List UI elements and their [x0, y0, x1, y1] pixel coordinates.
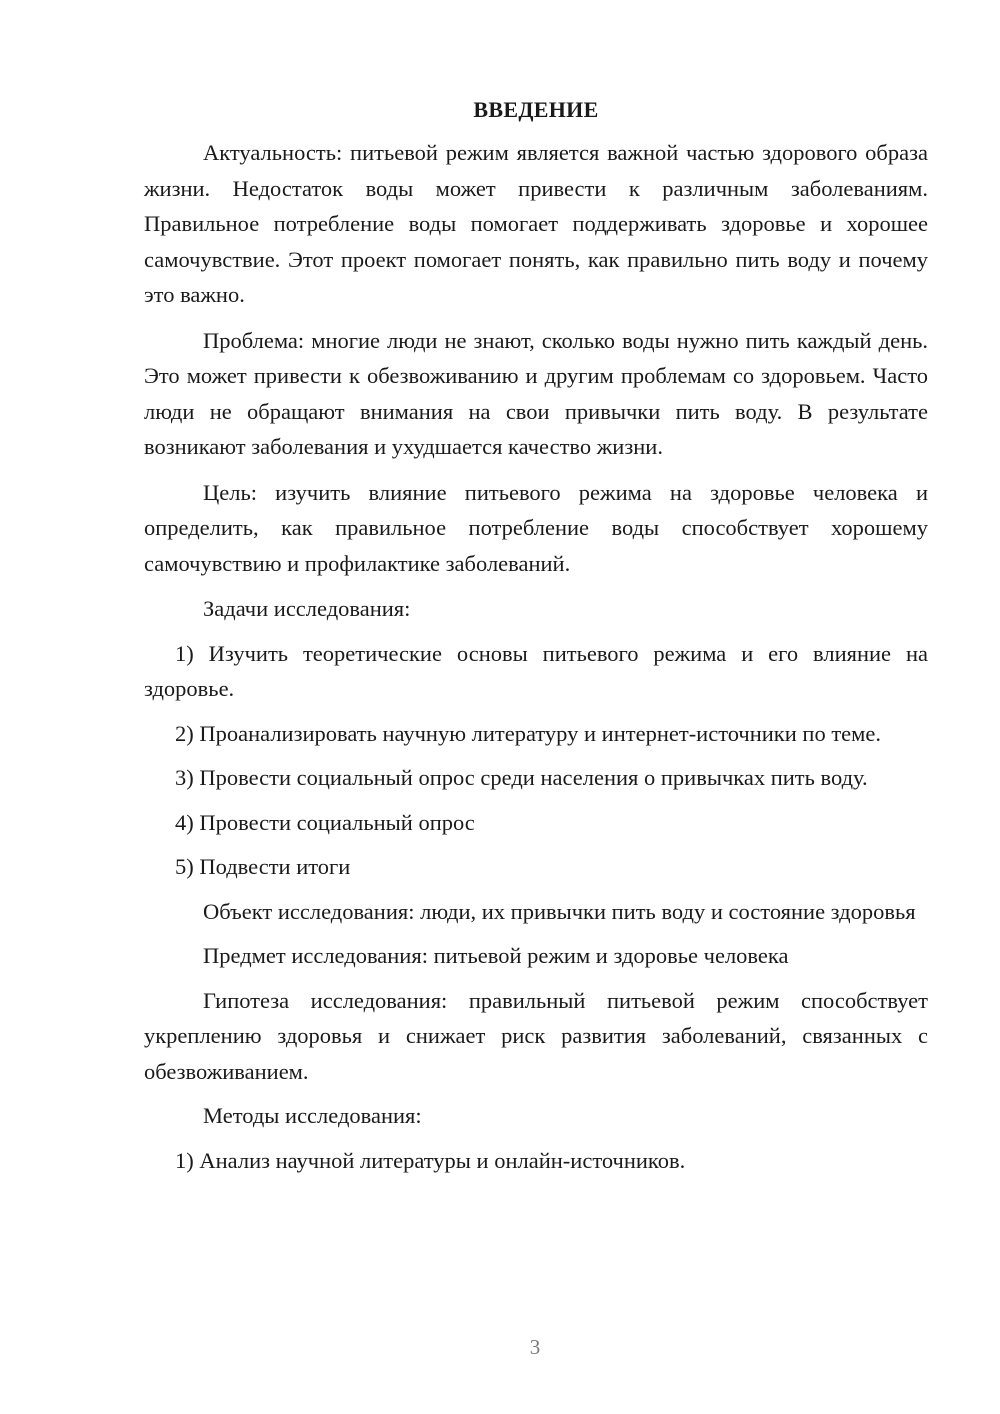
methods-heading: Методы исследования:: [203, 1103, 422, 1128]
document-page: [144, 95, 928, 1178]
paragraph-goal: Цель: изучить влияние питьевого режима на здоровье человека и определить, как правильное потребление воды способствует хорошему самочувствию и профилактике заболеваний.: [144, 479, 928, 576]
task-item-1: 1) Изучить теоретические основы питьевого режима и его влияние на здоровье.: [144, 640, 928, 701]
paragraph-relevance: Актуальность: питьевой режим является важной частью здорового образа жизни. Недостаток воды может привести к различным заболеваниям. Правильное потребление воды помогает поддерживать здоровье и хорошее самочувствие. Этот проект помогает понять, как правильно пить воду и почему это важно.: [144, 140, 928, 307]
task-item-4: 4) Провести социальный опрос: [175, 809, 475, 835]
paragraph-problem: Проблема: многие люди не знают, сколько воды нужно пить каждый день. Это может привести к обезвоживанию и другим проблемам со здоровьем. Часто люди не обращают внимания на свои привычки пить воду. В результате возникают заболевания и ухудшается качество жизни.: [144, 327, 928, 459]
page-number: 3: [529, 1335, 541, 1359]
task-item-3: 3) Провести социальный опрос среди населения о привычках пить воду.: [175, 765, 868, 790]
method-item-1: 1) Анализ научной литературы и онлайн-источников.: [175, 1147, 686, 1173]
task-item-5: 5) Подвести итоги: [175, 854, 351, 879]
paragraph-object: Объект исследования: люди, их привычки пить воду и состояние здоровья: [203, 898, 916, 924]
tasks-heading: Задачи исследования:: [203, 596, 411, 621]
paragraph-hypothesis: Гипотеза исследования: правильный питьевой режим способствует укреплению здоровья и снижает риск развития заболеваний, связанных с обезвоживанием.: [144, 987, 928, 1084]
task-item-2: 2) Проанализировать научную литературу и интернет-источники по теме.: [175, 720, 881, 746]
section-title: ВВЕДЕНИЕ: [473, 97, 599, 122]
paragraph-subject: Предмет исследования: питьевой режим и здоровье человека: [203, 943, 789, 968]
